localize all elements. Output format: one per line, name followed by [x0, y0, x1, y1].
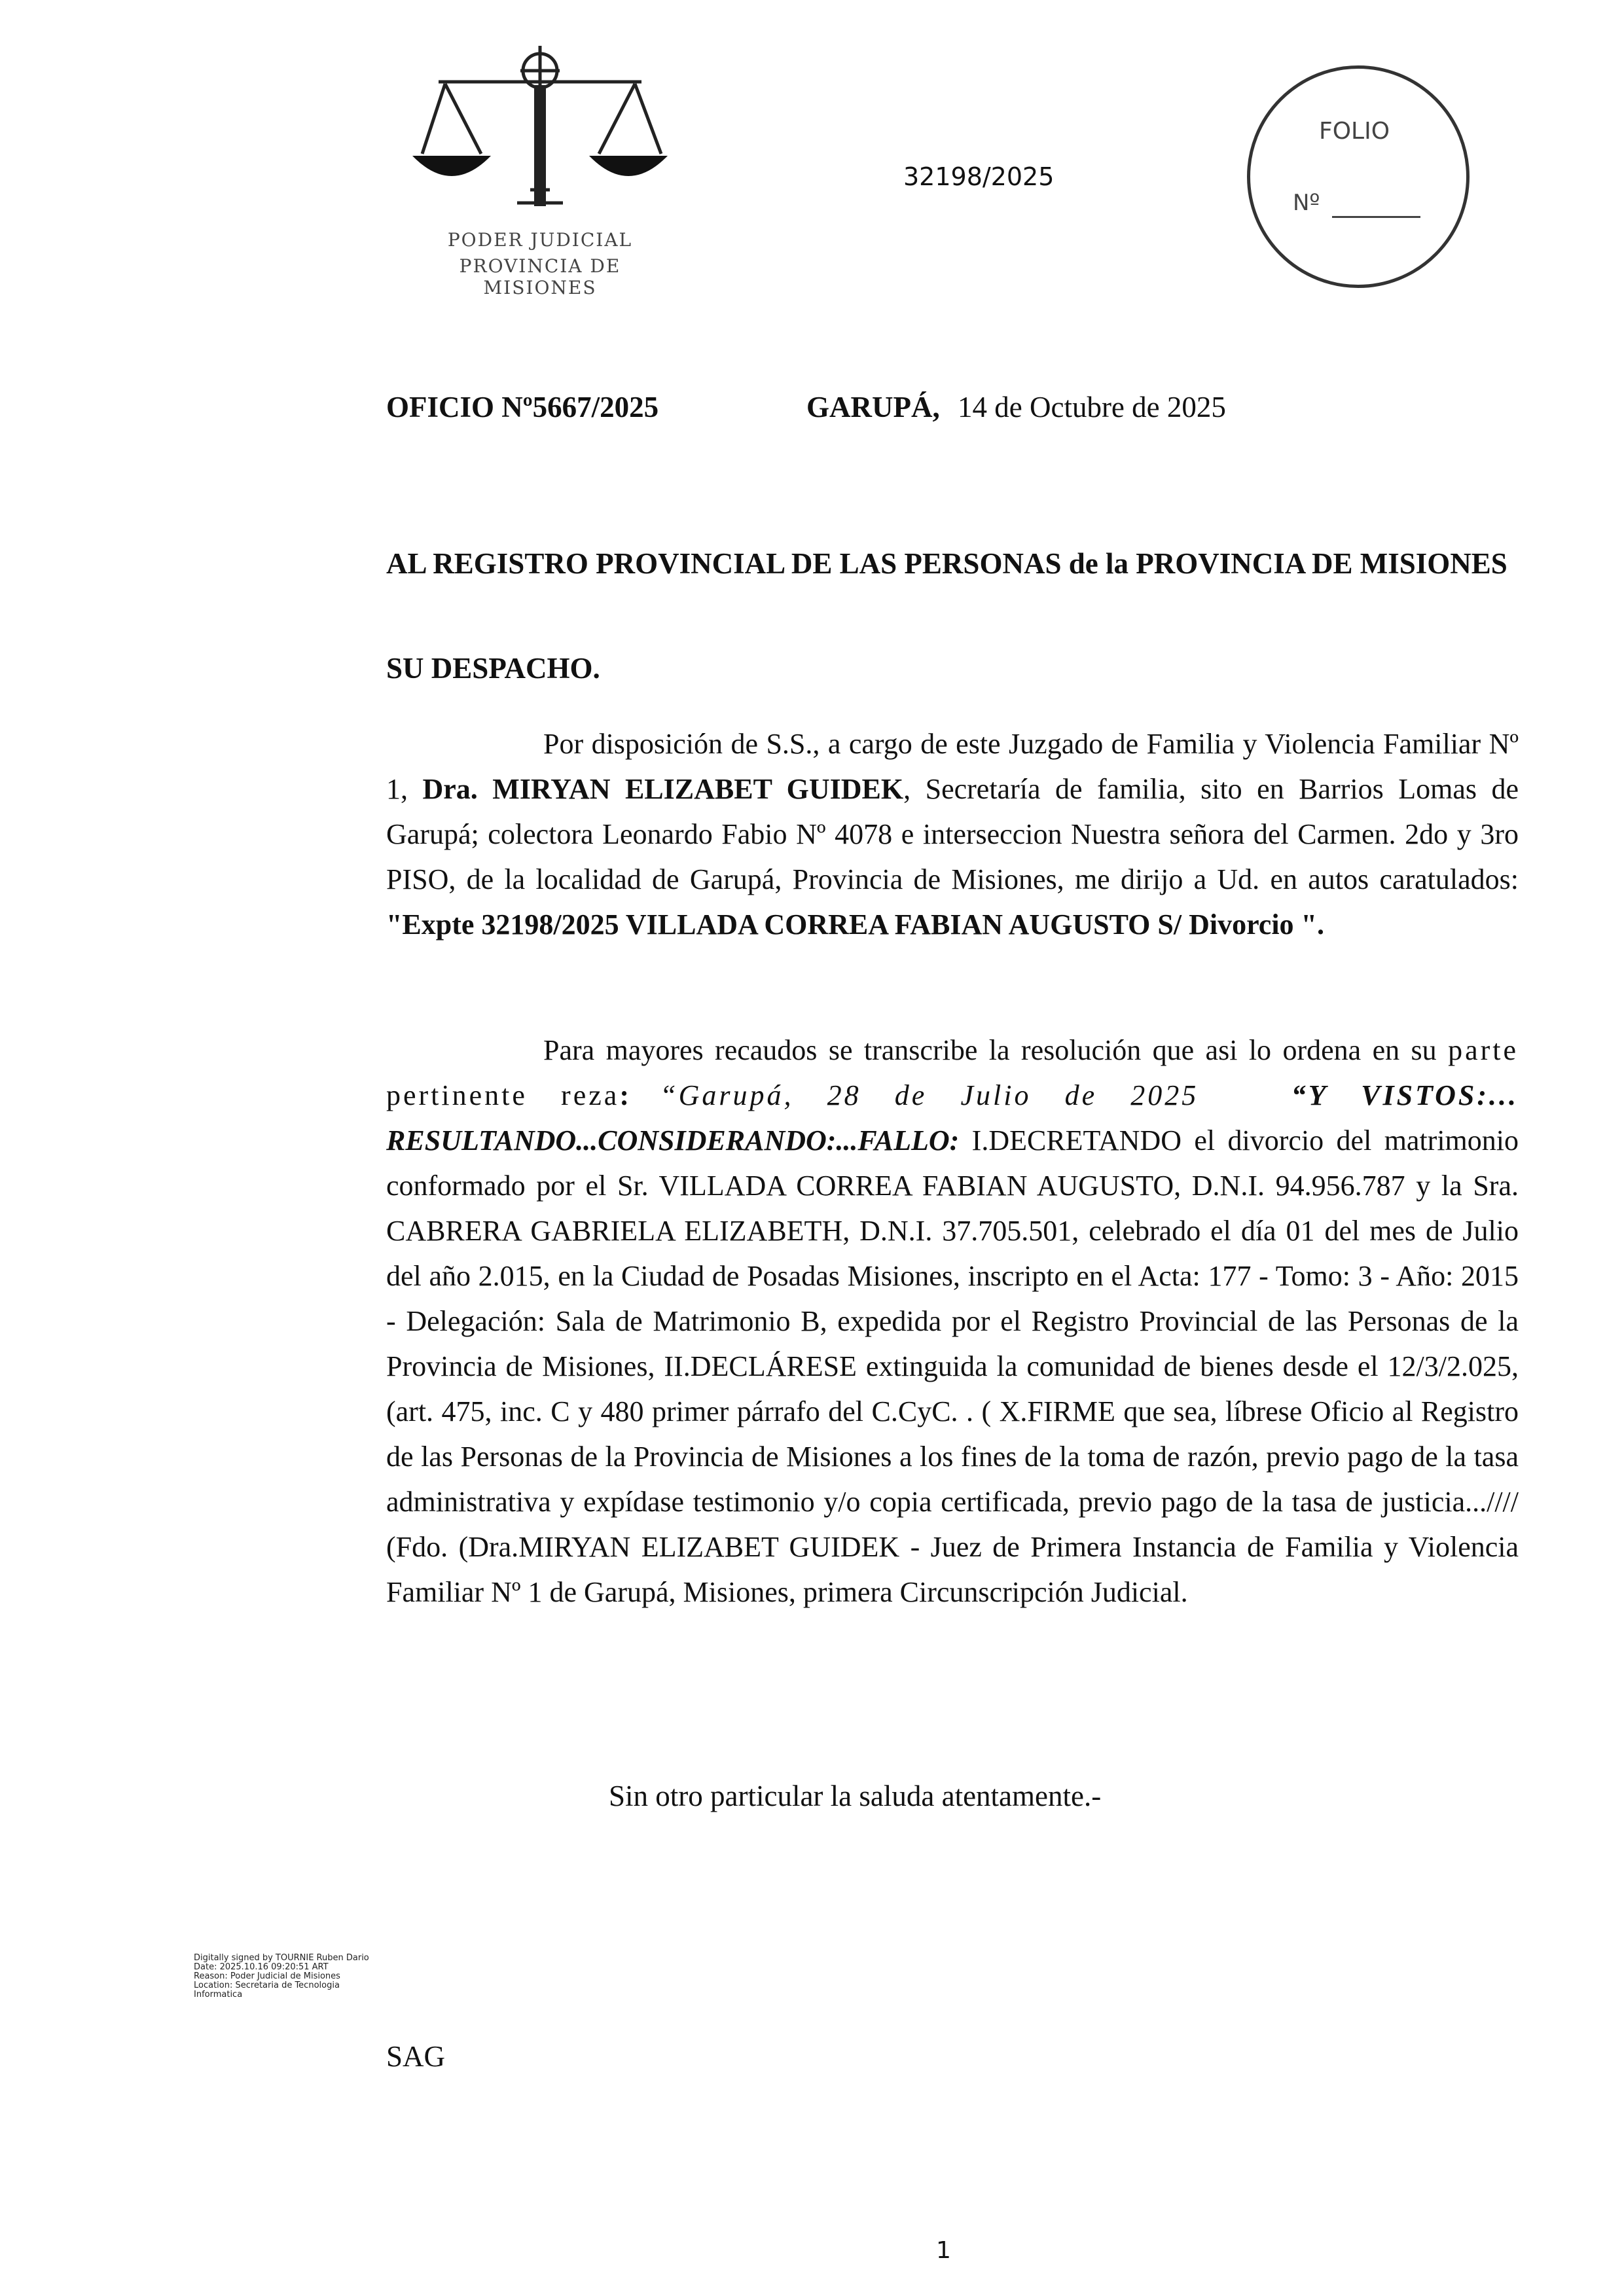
paragraph-resolution	[386, 1028, 1519, 1615]
resolution-body-3: Dra.MIRYAN ELIZABET GUIDEK - Juez de Primera Instancia de Familia y Violencia Familiar Nº 1 de Garupá, Misiones, primera Circunscripción Judicial.	[386, 1531, 1519, 1608]
resolution-mark-2: (	[458, 1531, 469, 1563]
typist-initials: SAG	[386, 2040, 446, 2073]
resolution-mark-1: . (	[966, 1395, 992, 1427]
addressee: AL REGISTRO PROVINCIAL DE LAS PERSONAS de la PROVINCIA DE MISIONES	[386, 547, 1507, 580]
digital-signature-block	[194, 1954, 369, 2000]
signature-line: Location: Secretaria de Tecnologia	[194, 1981, 340, 1990]
resolution-intro: Para mayores recaudos se transcribe la resolución que asi lo ordena en su	[543, 1034, 1437, 1066]
oficio-number: OFICIO Nº5667/2025	[386, 391, 659, 423]
scales-of-justice-icon	[399, 39, 681, 229]
resolution-quote-date: “Garupá, 28 de Julio de 2025	[660, 1079, 1199, 1111]
su-despacho: SU DESPACHO.	[386, 652, 600, 685]
letter-place: GARUPÁ,	[806, 391, 940, 423]
signature-line: Reason: Poder Judicial de Misiones	[194, 1971, 340, 1981]
poder-judicial-logo	[399, 39, 681, 298]
logo-text-line2: PROVINCIA DE MISIONES	[459, 255, 621, 298]
folio-label: FOLIO	[1319, 118, 1390, 145]
signature-line: Informatica	[194, 1990, 243, 2000]
resolution-intro-2: parte pertinente reza	[386, 1034, 1519, 1111]
closing-line: Sin otro particular la saluda atentamente.-	[609, 1780, 1102, 1812]
resolution-fallo: RESULTANDO...CONSIDERANDO:...FALLO:	[386, 1124, 960, 1157]
folio-number-blank	[1332, 216, 1420, 218]
intro-text: Por disposición de S.S., a cargo de este Juzgado de Familia y Violencia Familiar Nº 1,	[386, 728, 1519, 805]
expediente-number: 32198/2025	[903, 162, 1055, 191]
resolution-body-1: I.DECRETANDO el divorcio del matrimonio conformado por el Sr. VILLADA CORREA FABIAN AUGUSTO, D.N.I. 94.956.787 y la Sra. CABRERA GABRIELA ELIZABETH, D.N.I. 37.705.501, celebrado el día 01 del mes de Julio del año 2.015, en la Ciudad de Posadas Misiones, inscripto en el Acta: 177 - Tomo: 3 - Año: 2015 - Delegación: Sala de Matrimonio B, expedida por el Registro Provincial de las Personas de la Provincia de Misiones, II.DECLÁRESE extinguida la comunidad de bienes desde el 12/3/2.025, (art. 475, inc. C y 480 primer párrafo del C.CyC.	[386, 1124, 1519, 1427]
letter-date: 14 de Octubre de 2025	[958, 391, 1226, 423]
court-address: , Secretaría de familia, sito en Barrios Lomas de Garupá; colectora Leonardo Fabio Nº 4078 e interseccion Nuestra señora del Carmen. 2do y 3ro PISO, de la localidad de Garupá, Provincia de Misiones, me dirijo a Ud. en autos caratulados:	[386, 773, 1519, 895]
folio-number-label: Nº	[1293, 190, 1320, 216]
page-number: 1	[936, 2237, 951, 2264]
resolution-vistos: “Y VISTOS:...	[1291, 1079, 1519, 1111]
logo-text-line1: PODER JUDICIAL	[447, 229, 633, 251]
signature-line: Digitally signed by TOURNIE Ruben Dario	[194, 1953, 369, 1963]
judge-name: Dra. MIRYAN ELIZABET GUIDEK	[422, 773, 904, 805]
signature-line: Date: 2025.10.16 09:20:51 ART	[194, 1962, 329, 1972]
resolution-colon: :	[619, 1079, 629, 1111]
paragraph-introduction	[386, 721, 1519, 947]
folio-stamp	[1247, 65, 1470, 288]
case-title: "Expte 32198/2025 VILLADA CORREA FABIAN AUGUSTO S/ Divorcio ".	[386, 908, 1324, 941]
resolution-body-2: X.FIRME que sea, líbrese Oficio al Registro de las Personas de la Provincia de Misiones a los fines de la toma de razón, previo pago de la tasa administrativa y expídase testimonio y/o copia certificada, previo pago de la tasa de justicia...//// (Fdo.	[386, 1395, 1519, 1563]
